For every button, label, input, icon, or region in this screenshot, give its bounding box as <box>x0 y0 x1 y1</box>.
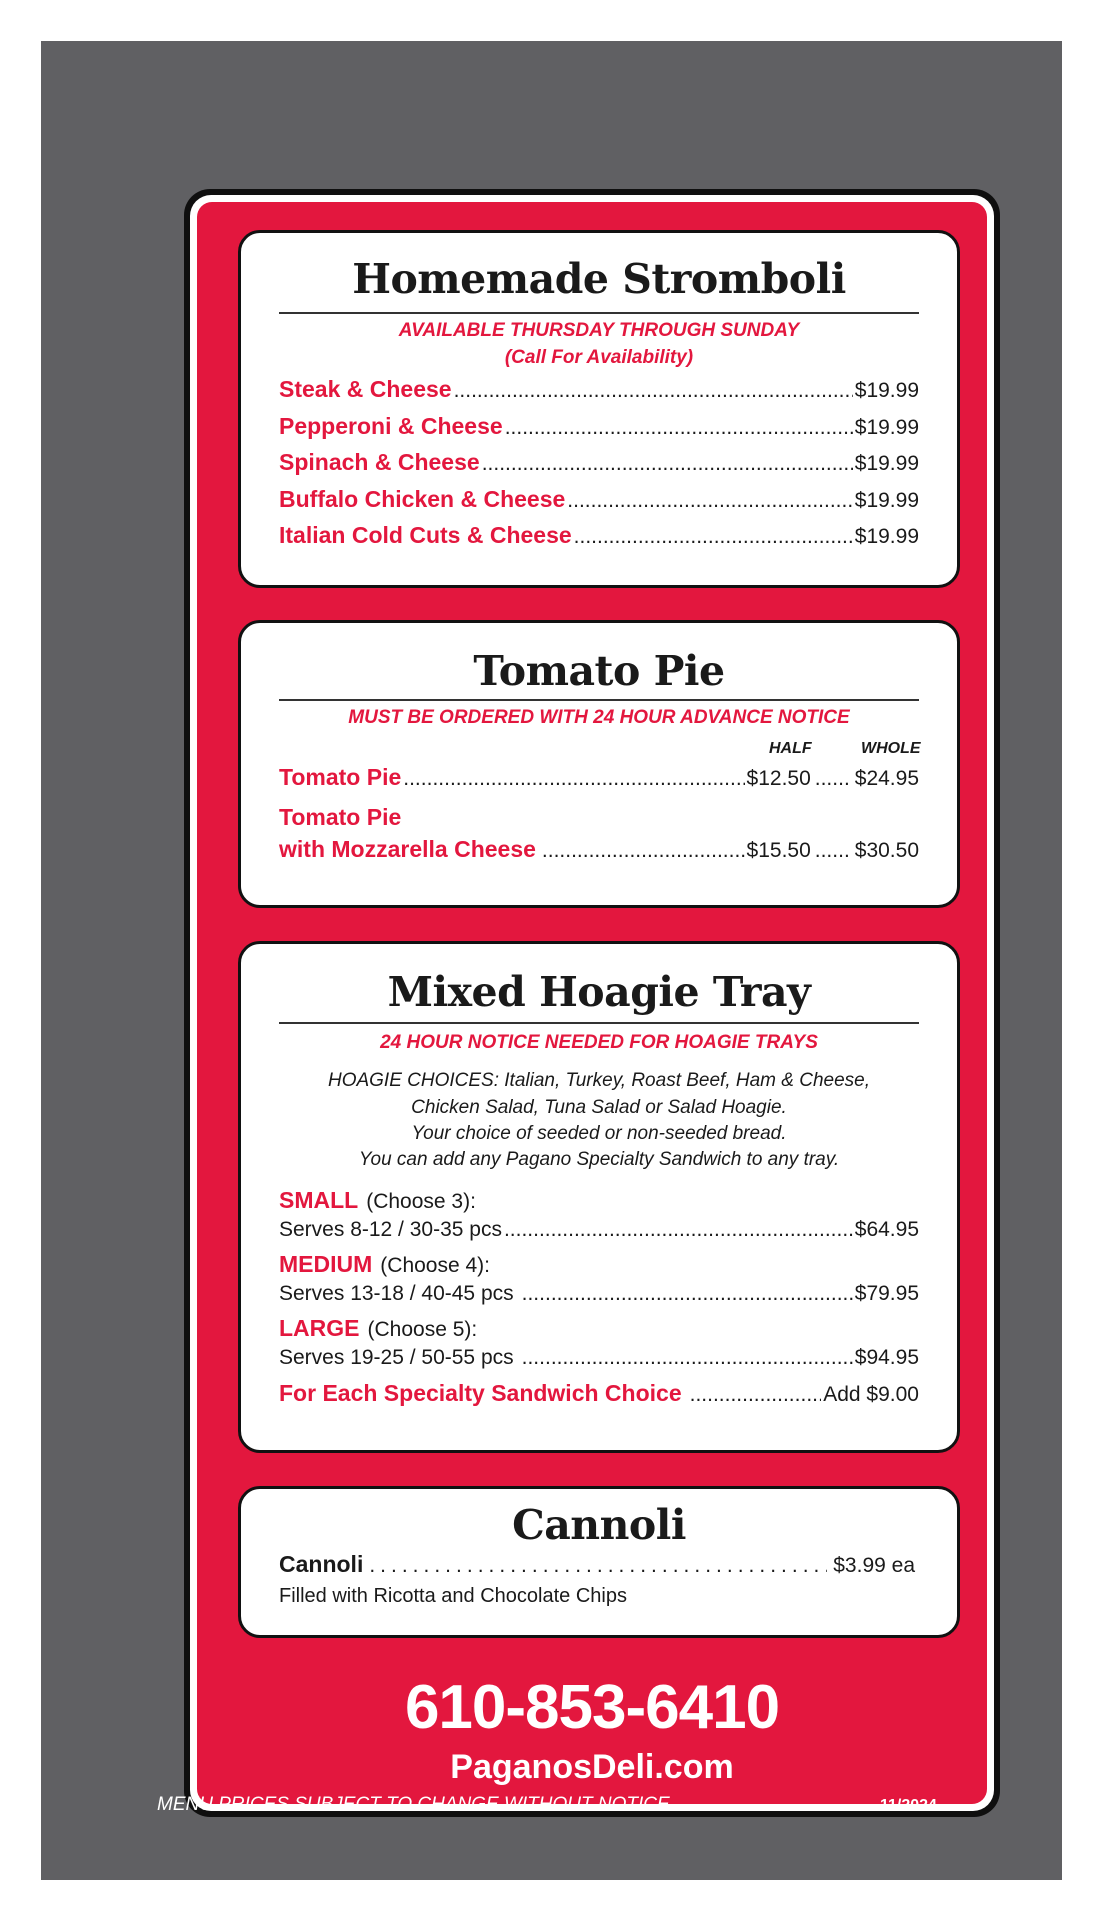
item-price-whole: $24.95 <box>854 767 919 790</box>
menu-backdrop <box>41 41 1062 1880</box>
tray-serves: Serves 8-12 / 30-35 pcs <box>279 1218 502 1241</box>
tray-size-label: MEDIUM <box>279 1251 373 1277</box>
hoagie-tray-panel <box>238 941 960 1453</box>
menu-item <box>279 378 919 401</box>
website: PaganosDeli.com <box>450 1748 734 1786</box>
hoagie-choices-text: HOAGIE CHOICES: Italian, Turkey, Roast Beef, Ham & Cheese, <box>327 1070 871 1091</box>
item-price: $3.99 ea <box>833 1554 915 1577</box>
item-name: Spinach & Cheese <box>279 449 480 475</box>
menu-frame <box>184 189 1000 1817</box>
stromboli-title: Homemade Stromboli <box>352 255 846 303</box>
tray-choose-count: (Choose 4): <box>380 1254 490 1277</box>
item-name: with Mozzarella Cheese <box>279 836 536 862</box>
stromboli-notice: AVAILABLE THURSDAY THROUGH SUNDAY <box>398 320 800 341</box>
specialty-sandwich-label: For Each Specialty Sandwich Choice <box>279 1380 682 1406</box>
item-description: Filled with Ricotta and Chocolate Chips <box>279 1585 627 1607</box>
menu-item <box>279 415 919 438</box>
tray-size-row <box>279 1347 919 1368</box>
tray-size-heading <box>279 1189 919 1212</box>
specialty-sandwich-price: Add $9.00 <box>823 1383 919 1406</box>
item-name: Cannoli <box>279 1551 364 1577</box>
tray-size-label: SMALL <box>279 1187 359 1213</box>
menu-board <box>197 202 987 1804</box>
tray-size-heading <box>279 1317 919 1340</box>
item-price-half: $12.50 <box>746 767 811 790</box>
bread-choice-text: Your choice of seeded or non-seeded bread. <box>411 1123 787 1144</box>
tray-serves: Serves 13-18 / 40-45 pcs <box>279 1282 514 1305</box>
tray-size-heading <box>279 1253 919 1276</box>
tray-size-row <box>279 1219 919 1240</box>
cannoli-panel <box>238 1486 960 1638</box>
whole-column-header: WHOLE <box>861 740 921 757</box>
menu-item <box>279 1553 915 1576</box>
price-disclaimer: MENU PRICES SUBJECT TO CHANGE WITHOUT NOTICE <box>157 1794 670 1815</box>
menu-item <box>279 488 919 511</box>
item-name: Steak & Cheese <box>279 376 452 402</box>
hoagie-notice: 24 HOUR NOTICE NEEDED FOR HOAGIE TRAYS <box>380 1032 818 1053</box>
hoagie-choices-text: Chicken Salad, Tuna Salad or Salad Hoagie. <box>411 1097 787 1118</box>
tray-price: $94.95 <box>854 1346 919 1369</box>
item-price: $19.99 <box>854 489 919 512</box>
item-description-row <box>279 1586 919 1606</box>
tray-size-row <box>279 1283 919 1304</box>
tray-choose-count: (Choose 5): <box>367 1318 478 1341</box>
tray-serves: Serves 19-25 / 50-55 pcs <box>279 1346 514 1369</box>
item-price-half: $15.50 <box>746 839 811 862</box>
tray-size-label: LARGE <box>279 1315 360 1341</box>
menu-item <box>279 451 919 474</box>
item-name: Buffalo Chicken & Cheese <box>279 486 566 512</box>
stromboli-availability-note: (Call For Availability) <box>504 347 694 368</box>
item-name: Tomato Pie <box>279 804 402 830</box>
item-name: Pepperoni & Cheese <box>279 413 503 439</box>
item-price: $19.99 <box>854 452 919 475</box>
specialty-sandwich-row <box>279 1382 919 1405</box>
stromboli-panel <box>238 230 960 588</box>
divider <box>279 1022 919 1024</box>
item-price: $19.99 <box>854 379 919 402</box>
item-name: Tomato Pie <box>279 764 402 790</box>
divider <box>279 312 919 314</box>
menu-item <box>279 524 919 547</box>
menu-item <box>279 838 919 861</box>
tomato-pie-panel <box>238 620 960 908</box>
item-price: $19.99 <box>854 525 919 548</box>
hoagie-tray-title: Mixed Hoagie Tray <box>387 968 811 1016</box>
specialty-note-text: You can add any Pagano Specialty Sandwich to any tray. <box>358 1149 840 1170</box>
half-column-header: HALF <box>769 740 812 757</box>
phone-number: 610-853-6410 <box>404 1673 780 1742</box>
tomato-pie-title: Tomato Pie <box>473 647 725 695</box>
menu-date: 11/2024 <box>880 1797 937 1814</box>
tray-price: $64.95 <box>854 1218 919 1241</box>
tray-choose-count: (Choose 3): <box>366 1190 476 1213</box>
tray-price: $79.95 <box>854 1282 919 1305</box>
menu-item <box>279 766 919 789</box>
item-price: $19.99 <box>854 416 919 439</box>
item-price-whole: $30.50 <box>854 839 919 862</box>
cannoli-title: Cannoli <box>512 1501 686 1549</box>
menu-item-name-line <box>279 806 919 829</box>
item-name: Italian Cold Cuts & Cheese <box>279 522 572 548</box>
tomato-pie-notice: MUST BE ORDERED WITH 24 HOUR ADVANCE NOTICE <box>348 707 850 728</box>
divider <box>279 699 919 701</box>
